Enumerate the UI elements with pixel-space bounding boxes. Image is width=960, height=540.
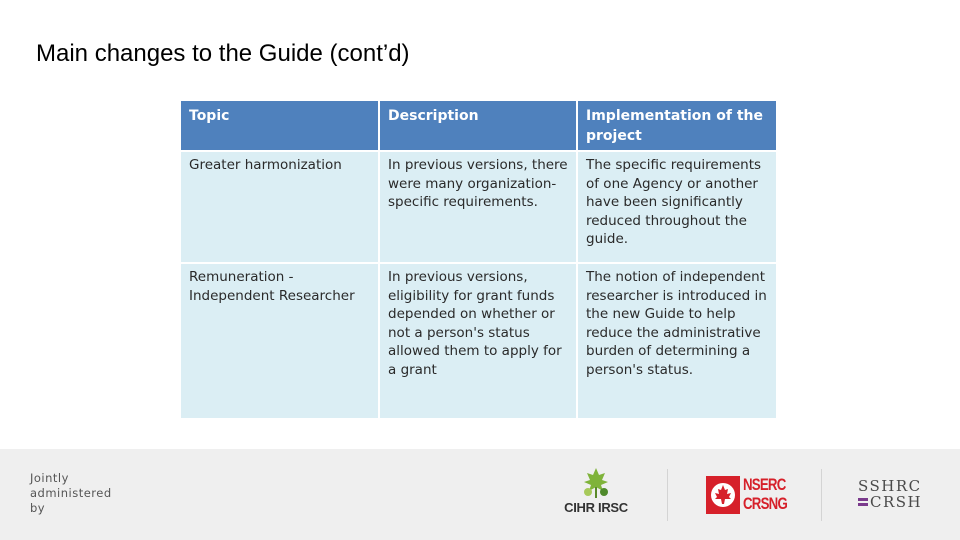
nserc-crsng-label (743, 475, 787, 513)
header-implementation: Implementation of the project (577, 101, 776, 151)
jointly-administered-label (30, 471, 112, 516)
jointly-line: by (30, 501, 46, 515)
header-description: Description (379, 101, 577, 151)
header-topic: Topic (181, 101, 379, 151)
cihr-irsc-label: CIHR IRSC (564, 500, 628, 515)
crsh-line: CRSH (870, 493, 923, 511)
table-row (181, 263, 776, 418)
changes-table (181, 101, 776, 418)
slide-title: Main changes to the Guide (cont’d) (36, 40, 410, 67)
footer-bar (0, 449, 960, 540)
table-row (181, 151, 776, 263)
changes-table-container (181, 101, 776, 418)
jointly-line: administered (30, 486, 112, 500)
logo-divider (821, 469, 822, 521)
nserc-logo (706, 475, 787, 514)
sshrc-bars-icon (858, 498, 868, 508)
cell-description: In previous versions, there were many organization-specific requirements. (379, 151, 577, 263)
sshrc-logo (858, 478, 930, 510)
table-header-row (181, 101, 776, 151)
maple-leaf-cluster-icon (579, 467, 613, 499)
cell-topic: Remuneration - Independent Researcher (181, 263, 379, 418)
nserc-line: NSERC (743, 475, 786, 494)
canada-flag-icon (706, 476, 740, 514)
jointly-line: Jointly (30, 471, 69, 485)
sshrc-line: SSHRC (858, 477, 922, 495)
cell-implementation: The notion of independent researcher is introduced in the new Guide to help reduce the administrative burden of determining a person's status. (577, 263, 776, 418)
cell-implementation: The specific requirements of one Agency or another have been significantly reduced throughout the guide. (577, 151, 776, 263)
cihr-logo (560, 467, 632, 519)
crsng-line: CRSNG (743, 494, 787, 513)
logo-divider (667, 469, 668, 521)
cell-description: In previous versions, eligibility for grant funds depended on whether or not a person's status allowed them to apply for a grant (379, 263, 577, 418)
cell-topic: Greater harmonization (181, 151, 379, 263)
